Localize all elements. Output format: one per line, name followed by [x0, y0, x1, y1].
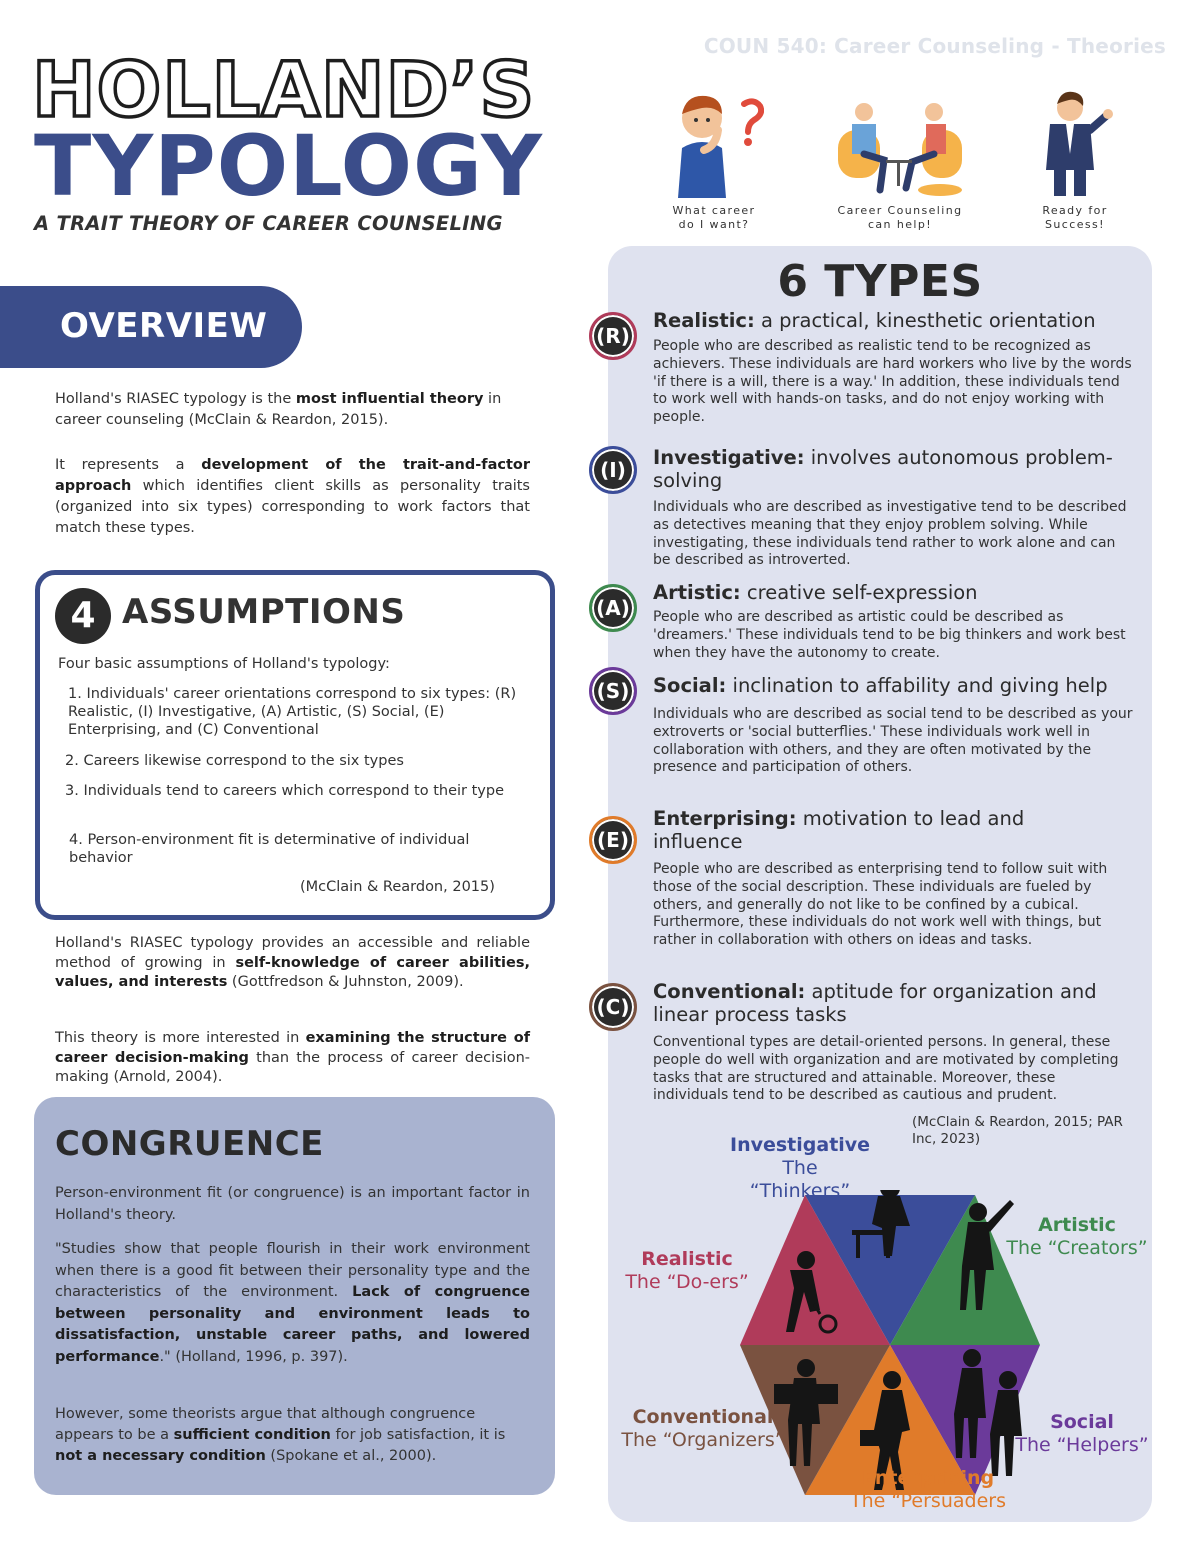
- type-badge-realistic: (R): [589, 312, 637, 360]
- assumption-item: 2. Careers likewise correspond to the six types: [65, 753, 404, 769]
- course-tag: COUN 540: Career Counseling - Theories: [703, 34, 1166, 58]
- assumptions-intro: Four basic assumptions of Holland's typology:: [58, 656, 390, 672]
- type-heading-conventional: Conventional: aptitude for organization and linear process tasks: [653, 980, 1097, 1026]
- type-badge-enterprising: (E): [589, 816, 637, 864]
- congruence-paragraph-1: Person-environment fit (or congruence) is an important factor in Holland's theory.: [55, 1185, 530, 1223]
- congruence-paragraph-2: "Studies show that people flourish in their work environment when there is a good fit between their personality type and the characteristics of the environment. Lack of congruence between personality and environment leads to dissatisfaction, unstable career paths, and lowered performance." (Holland, 1996, p. 397).: [55, 1241, 530, 1365]
- assumptions-heading: ASSUMPTIONS: [122, 592, 406, 632]
- type-heading-investigative: Investigative: involves autonomous problem-solving: [653, 446, 1113, 492]
- illustration-caption: Ready for Success!: [1042, 204, 1108, 231]
- assumptions-number-badge: 4: [55, 588, 111, 644]
- type-badge-social: (S): [589, 667, 637, 715]
- assumption-item: 3. Individuals tend to careers which correspond to their type: [65, 783, 505, 799]
- illustration-counseling: [830, 90, 970, 232]
- type-body-realistic: People who are described as realistic tend to be recognized as achievers. These individuals are hard workers who live by the words 'if there is a will, there is a way.' In addition, these individuals tend to work well with hands-on tasks, and do not enjoy working with people.: [653, 338, 1132, 426]
- counseling-session-icon: [830, 90, 970, 200]
- type-badge-investigative: (I): [589, 446, 637, 494]
- page-title-line2: TYPOLOGY: [34, 117, 543, 215]
- type-badge-artistic: (A): [589, 584, 637, 632]
- assumptions-citation: (McClain & Reardon, 2015): [300, 879, 495, 895]
- type-badge-conventional: (C): [589, 983, 637, 1031]
- confused-boy-icon: [664, 90, 764, 200]
- page-title-line1: HOLLAND’S: [32, 45, 536, 134]
- illustration-caption: Career Counseling can help!: [837, 204, 963, 231]
- overview-banner: [0, 286, 302, 368]
- type-body-enterprising: People who are described as enterprising tend to follow suit with those of the social description. These individuals are fueled by others, and generally do not like to be confined by a cubical. Furthermore, these individuals do not work well with things, but rather in collaboration with others on ideas and tasks.: [653, 861, 1108, 949]
- hex-label-realistic: Realistic The “Do-ers”: [625, 1248, 749, 1293]
- type-heading-social: Social: inclination to affability and giving help: [653, 674, 1108, 697]
- type-heading-realistic: Realistic: a practical, kinesthetic orientation: [653, 309, 1096, 332]
- hex-label-social: Social The “Helpers”: [1015, 1411, 1149, 1456]
- type-heading-artistic: Artistic: creative self-expression: [653, 581, 978, 604]
- hex-label-conventional: Conventional The “Organizers”: [621, 1406, 785, 1451]
- types-citation: (McClain & Reardon, 2015; PAR Inc, 2023): [912, 1114, 1123, 1147]
- overview-heading: OVERVIEW: [60, 306, 268, 346]
- knowledge-paragraph-2: This theory is more interested in examining the structure of career decision-making than the process of career decision-making (Arnold, 2004).: [55, 1030, 531, 1085]
- hex-label-enterprising: Enterprising The “Persuaders: [850, 1467, 1006, 1512]
- riasec-hexagon: [740, 1190, 1040, 1500]
- assumption-item: 4. Person-environment fit is determinative of individual behavior: [69, 832, 470, 866]
- type-body-conventional: Conventional types are detail-oriented persons. In general, these people do well with organization and are motivated by completing tasks that are structured and attainable. Moreover, these individuals tend to be described as cautious and prudent.: [653, 1034, 1119, 1104]
- type-heading-enterprising: Enterprising: motivation to lead and influence: [653, 807, 1025, 853]
- knowledge-paragraph-1: Holland's RIASEC typology provides an accessible and reliable method of growing in self-knowledge of career abilities, values, and interests (Gottfredson & Juhnston, 2009).: [55, 935, 530, 990]
- overview-paragraph-2: It represents a development of the trait-and-factor approach which identifies client skills as personality traits (organized into six types) corresponding to work factors that match these types.: [55, 457, 530, 536]
- types-heading: 6 TYPES: [777, 256, 983, 307]
- congruence-paragraph-3: However, some theorists argue that although congruence appears to be a sufficient condition for job satisfaction, it is not a necessary condition (Spokane et al., 2000).: [55, 1406, 506, 1464]
- hex-label-artistic: Artistic The “Creators”: [1006, 1214, 1148, 1259]
- page-subtitle: A TRAIT THEORY OF CAREER COUNSELING: [34, 212, 503, 235]
- overview-paragraph-1: Holland's RIASEC typology is the most influential theory in career counseling (McClain & Reardon, 2015).: [55, 391, 502, 428]
- congruence-heading: CONGRUENCE: [55, 1124, 324, 1164]
- illustration-caption: What career do I want?: [672, 204, 756, 231]
- businessman-icon: [1030, 90, 1120, 200]
- type-body-social: Individuals who are described as social tend to be described as your extroverts or 'social butterflies.' These individuals work well in collaboration with others, and they are often motivated by the presence and participation of others.: [653, 706, 1133, 776]
- assumption-item: 1. Individuals' career orientations correspond to six types: (R) Realistic, (I) Investigative, (A) Artistic, (S) Social, (E) Enterprising, and (C) Conventional: [68, 686, 517, 738]
- type-body-investigative: Individuals who are described as investigative tend to be described as detectives meaning that they enjoy problem solving. While investigating, these individuals tend rather to work alone and can be described as introverted.: [653, 499, 1127, 569]
- illustration-confused: [664, 90, 764, 232]
- hex-label-investigative: Investigative The “Thinkers”: [730, 1134, 871, 1202]
- type-body-artistic: People who are described as artistic could be described as 'dreamers.' These individuals tend to be big thinkers and work best when they have the autonomy to create.: [653, 609, 1126, 661]
- illustration-ready: [1030, 90, 1120, 232]
